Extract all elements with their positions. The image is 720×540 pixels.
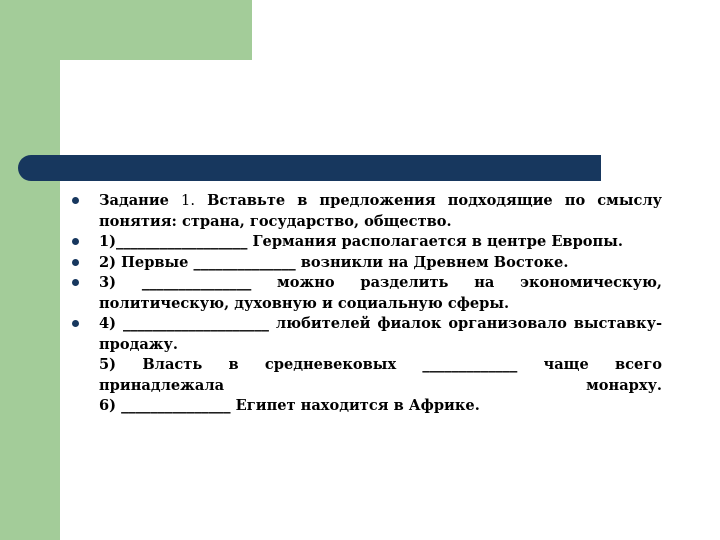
title-bar — [18, 155, 601, 181]
item-text: 4) ____________________ любителей фиалок организовало выставку-продажу. — [99, 315, 662, 353]
item-text: 1)__________________ Германия располагается в центре Европы. — [99, 233, 623, 250]
item-5-line-1: 5) Власть в средневековых _____________ чаще всего — [99, 356, 662, 373]
list-item — [72, 232, 662, 253]
list-item — [72, 253, 662, 274]
item-text: 2) Первые ______________ возникли на Древнем Востоке. — [99, 253, 569, 271]
item-5-right: монарху. — [586, 376, 662, 394]
item-5-left: принадлежала — [99, 376, 225, 394]
task-title: Задание — [99, 192, 169, 209]
item-6: 6) _______________ Египет находится в Африке. — [99, 397, 480, 414]
bullet-icon — [72, 197, 79, 204]
decorative-green-sidebar — [0, 0, 60, 540]
item-text: 3) _______________ можно разделить на экономическую, политическую, духовную и социальную сферы. — [99, 274, 662, 312]
item-5-line-2 — [72, 376, 662, 397]
task-content — [72, 191, 662, 417]
task-instruction: Вставьте в предложения подходящие по смыслу понятия: страна, государство, общество. — [99, 192, 662, 230]
task-number: 1. — [181, 192, 195, 209]
list-item — [72, 273, 662, 314]
bullet-icon — [72, 259, 79, 266]
bullet-icon — [72, 279, 79, 286]
list-item — [72, 314, 662, 355]
bullet-icon — [72, 320, 79, 327]
list-item — [72, 191, 662, 232]
bullet-icon — [72, 238, 79, 245]
